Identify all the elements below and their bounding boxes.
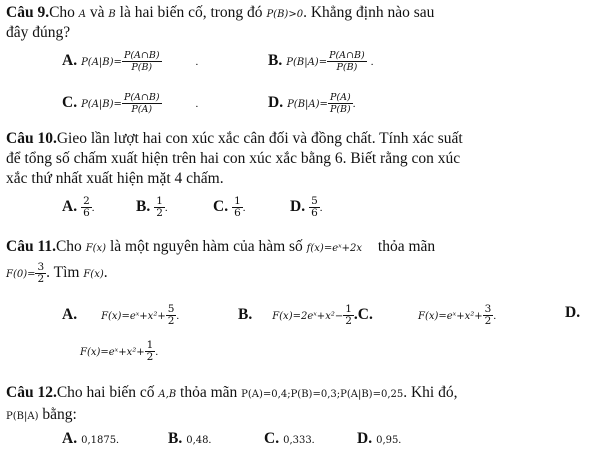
fraction <box>343 304 354 327</box>
option-label: D. <box>290 198 306 216</box>
q9-number: Câu 9. <box>6 4 50 21</box>
denominator: 2 <box>37 273 45 285</box>
q9-option-a[interactable] <box>62 50 198 73</box>
q9-var-a: A <box>78 9 87 20</box>
q9-option-c[interactable] <box>62 92 198 115</box>
q10-option-d[interactable] <box>290 196 323 219</box>
q12-text: Cho hai biến cố <box>56 384 155 401</box>
q11-option-b[interactable] <box>238 304 373 327</box>
q11-text: Cho <box>55 238 82 255</box>
q10-line2: để tổng số chấm xuất hiện trên hai con xúc xắc bằng 6. Biết rằng con xúc <box>6 150 461 167</box>
option-label: D. <box>357 430 373 447</box>
q12-option-d[interactable] <box>357 430 401 450</box>
option-end: . <box>493 310 497 323</box>
q9-text: Cho <box>49 4 75 21</box>
q10-option-c[interactable] <box>213 196 246 219</box>
numerator: 1 <box>345 303 352 315</box>
q10-number: Câu 10. <box>6 130 57 147</box>
q11-number: Câu 11. <box>6 238 56 255</box>
numerator: P(A) <box>328 92 353 104</box>
option-end: . <box>319 202 323 215</box>
option-label: C. <box>62 94 78 112</box>
option-formula: P(A|B)= <box>81 57 122 69</box>
denominator: 2 <box>484 315 492 327</box>
q12-line2 <box>6 406 77 426</box>
numerator: 1 <box>156 195 163 207</box>
numerator: 2 <box>83 195 90 207</box>
denominator: 6 <box>83 207 90 219</box>
q12-number: Câu 12. <box>6 384 57 401</box>
fraction <box>122 50 162 73</box>
q11-option-d[interactable] <box>80 340 158 363</box>
denominator: 2 <box>146 351 154 363</box>
q9-var-b: B <box>108 9 116 20</box>
fraction <box>122 92 162 115</box>
fraction <box>166 303 180 327</box>
numerator: P(A∩B) <box>123 92 160 103</box>
q10-line3: xắc thứ nhất xuất hiện mặt 4 chấm. <box>6 170 224 187</box>
q11-text: . Tìm <box>46 264 80 282</box>
option-formula: F(x)=eˣ+x²+ <box>418 311 483 323</box>
option-end: . <box>195 98 199 111</box>
q9-text: . Khẳng định nào sau <box>303 4 435 21</box>
fraction <box>145 339 159 363</box>
option-label: C. <box>213 198 229 216</box>
q10-option-b[interactable] <box>136 196 168 219</box>
option-end: . <box>398 434 402 446</box>
option-end: . <box>208 434 212 446</box>
option-formula: F(x)=2eˣ+x²− <box>272 311 344 323</box>
q12-option-a[interactable] <box>62 430 119 450</box>
option-label: B. <box>136 198 151 216</box>
option-end: .C. <box>353 306 373 324</box>
option-end: . <box>352 98 356 111</box>
q9-line2: đây đúng? <box>6 24 71 41</box>
option-label: C. <box>264 430 280 447</box>
q12-text: bằng: <box>42 406 77 423</box>
fraction <box>483 303 497 327</box>
q11-func-f: f(x)=eˣ+2x <box>306 243 363 254</box>
denominator: 2 <box>345 315 352 327</box>
numerator: 5 <box>311 195 318 207</box>
option-end: . <box>242 202 246 215</box>
option-value: 0,1875 <box>81 435 117 446</box>
numerator: 1 <box>234 195 241 207</box>
q11-line1 <box>6 238 435 258</box>
denominator: P(B) <box>131 62 153 73</box>
q12-condition: P(A)=0,4;P(B)=0,3;P(A|B)=0,25 <box>241 389 404 400</box>
denominator: P(B) <box>329 104 351 115</box>
q11-option-d-label[interactable] <box>565 304 584 322</box>
q9-condition: P(B)>0 <box>266 9 304 20</box>
q9-option-b[interactable] <box>268 50 373 73</box>
q12-vars: A,B <box>158 389 177 400</box>
option-value: 0,333 <box>283 435 312 446</box>
option-end: . <box>176 310 180 323</box>
option-label: B. <box>268 52 283 70</box>
q10-option-a[interactable] <box>62 196 95 219</box>
option-formula: P(B|A)= <box>286 57 328 69</box>
option-end: . <box>155 346 159 359</box>
q11-func-F: F(x) <box>83 269 104 281</box>
numerator: P(A∩B) <box>329 50 365 61</box>
option-end: . <box>164 202 168 215</box>
option-value: 0,48 <box>186 435 209 446</box>
option-label: D. <box>565 304 581 321</box>
option-label: B. <box>238 306 253 324</box>
option-label: A. <box>62 52 78 70</box>
q11-option-c[interactable] <box>418 304 496 327</box>
q11-text: . <box>103 264 108 282</box>
q12-text: . Khi đó, <box>403 384 458 401</box>
option-label: B. <box>168 430 183 447</box>
fraction <box>81 196 92 219</box>
option-label: A. <box>62 306 78 324</box>
option-end: . <box>195 56 199 69</box>
option-label: A. <box>62 198 78 216</box>
q12-text: thỏa mãn <box>180 384 238 401</box>
numerator: P(A∩B) <box>123 50 160 61</box>
q9-text: là hai biến cố, trong đó <box>119 4 263 21</box>
denominator: 2 <box>167 315 175 327</box>
numerator: 3 <box>484 303 492 315</box>
option-formula: F(x)=eˣ+x²+ <box>80 347 145 359</box>
denominator: 6 <box>234 207 241 219</box>
q11-initial-cond: F(0)= <box>6 269 36 281</box>
option-formula: P(A|B)= <box>81 99 122 111</box>
fraction <box>328 92 353 115</box>
numerator: 5 <box>167 303 175 315</box>
denominator: P(A) <box>131 104 153 115</box>
fraction <box>232 196 243 219</box>
option-end: . <box>370 56 374 69</box>
fraction <box>154 196 165 219</box>
q12-line1 <box>6 384 457 404</box>
option-end: . <box>116 434 119 446</box>
denominator: 6 <box>311 207 318 219</box>
q11-text: thỏa mãn <box>377 238 436 255</box>
q11-option-a[interactable] <box>62 304 179 327</box>
q11-text: là một nguyên hàm của hàm số <box>109 238 303 255</box>
denominator: 2 <box>156 207 163 219</box>
option-label: A. <box>62 430 78 447</box>
option-value: 0,95 <box>376 435 399 446</box>
numerator: 3 <box>37 261 45 273</box>
option-formula: P(B|A)= <box>287 99 328 111</box>
q10-text: Gieo lần lượt hai con xúc xắc cân đối và đồng chất. Tính xác suất <box>56 130 463 147</box>
option-label: D. <box>268 94 284 112</box>
q11-func-F: F(x) <box>85 243 107 254</box>
q12-option-c[interactable] <box>264 430 314 450</box>
fraction <box>327 50 367 73</box>
option-formula: F(x)=eˣ+x²+ <box>101 311 166 323</box>
numerator: 1 <box>146 339 154 351</box>
fraction <box>309 196 320 219</box>
option-end: . <box>91 202 95 215</box>
q12-option-b[interactable] <box>168 430 211 450</box>
fraction <box>35 262 46 285</box>
option-end: . <box>311 434 315 446</box>
q9-text: và <box>89 4 105 21</box>
denominator: P(B) <box>336 62 358 73</box>
q9-option-d[interactable] <box>268 92 355 115</box>
q9-line1 <box>6 4 434 24</box>
q11-line2 <box>6 262 108 285</box>
q10-line1 <box>6 130 463 148</box>
q12-target: P(B|A) <box>6 411 39 422</box>
